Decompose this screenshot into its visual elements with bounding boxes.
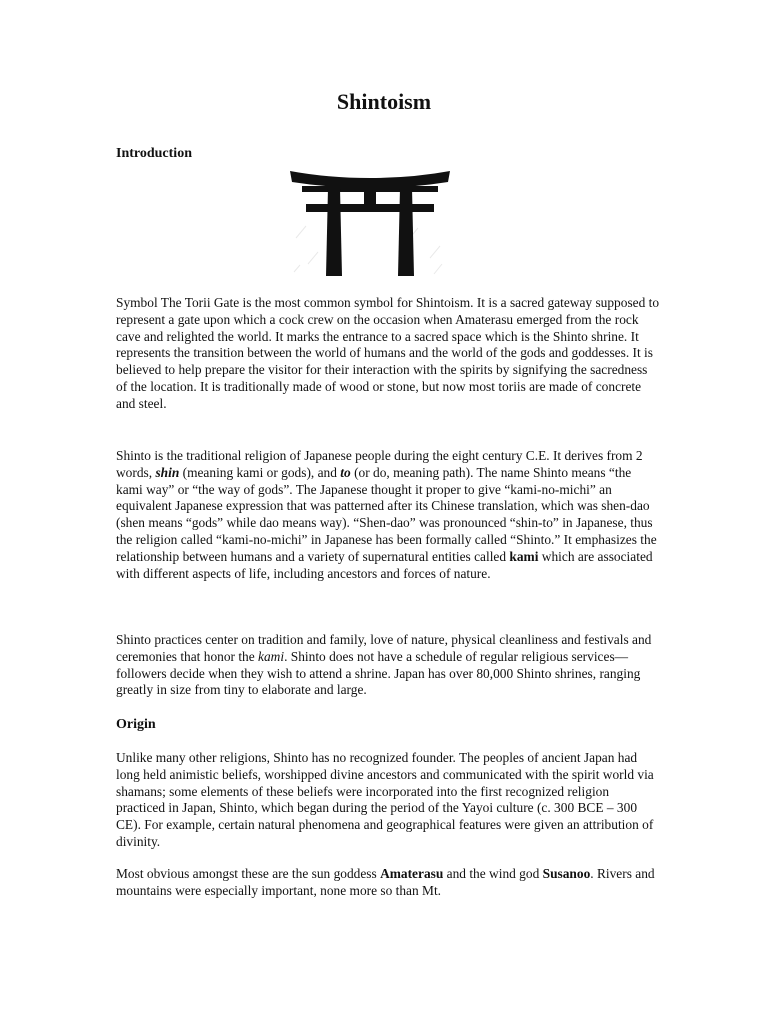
text-run: which are associated with different aspects of life, including ancestors and forces of nature.	[116, 548, 653, 581]
term-amaterasu: Amaterasu	[380, 866, 444, 881]
paragraph-origin	[116, 750, 661, 851]
text-run: Shinto practices center on tradition and family, love of nature, physical cleanliness and festivals and ceremonies that honor the	[116, 632, 652, 664]
text-run: (meaning kami or gods), and	[179, 464, 341, 480]
paragraph-text	[116, 866, 661, 900]
paragraph-shinto-definition	[116, 448, 661, 582]
term-kami-italic: kami	[258, 648, 285, 664]
paragraph-torii-symbol	[116, 295, 661, 413]
paragraph-deities	[116, 866, 661, 900]
term-kami: kami	[509, 548, 539, 564]
text-run: (or do, meaning path). The name Shinto means “the kami way” or “the way of gods”. The Japanese thought it proper to give “kami-no-michi” an equivalent Japanese expression that was patterned after its Chinese translation, which was shen-dao (shen means “gods” while dao means way). “Shen-dao” was pronounced “shin-to” in Japanese, thus the religion called “kami-no-michi” in Japanese has been formally called “Shinto.” It emphasizes the relationship between humans and a variety of supernatural entities called	[116, 464, 657, 564]
paragraph-text: Symbol The Torii Gate is the most common symbol for Shintoism. It is a sacred gateway supposed to represent a gate upon which a cock crew on the occasion when Amaterasu emerged from the rock cave and relighted the world. It marks the entrance to a sacred space which is the Shinto shrine. It represents the transition between the world of humans and the world of the gods and goddesses. It is believed to help prepare the visitor for their interaction with the spirits by signifying the sacredness of the location. It is traditionally made of wood or stone, but now most toriis are made of concrete and steel.	[116, 295, 660, 411]
paragraph-shinto-practices	[116, 632, 661, 699]
torii-gate-icon	[288, 168, 452, 276]
paragraph-text: Unlike many other religions, Shinto has no recognized founder. The peoples of ancient Japan had long held animistic beliefs, worshipped divine ancestors and communicated with the spirit world via shamans; some elements of these beliefs were incorporated into the first recognized religion practiced in Japan, Shinto, which began during the period of the Yayoi culture (c. 300 BCE – 300 CE). For example, certain natural phenomena and geographical features were given an attribution of divinity.	[116, 750, 654, 849]
text-run: . Shinto does not have a schedule of regular religious services—followers decide when they wish to attend a shrine. Japan has over 80,000 Shinto shrines, ranging greatly in size from tiny to elaborate and large.	[116, 648, 641, 698]
term-to: to	[340, 464, 351, 480]
text-run: Most obvious amongst these are the sun goddess	[116, 866, 381, 881]
heading-introduction: Introduction	[116, 146, 192, 161]
text-run: . Rivers and mountains were especially important, none more so than Mt.	[116, 866, 655, 898]
text-run: and the wind god	[443, 866, 543, 881]
text-run: Shinto is the traditional religion of Japanese people during the eight century C.E. It derives from 2 words,	[116, 448, 643, 480]
paragraph-text	[116, 448, 661, 582]
page-title: Shintoism	[336, 89, 432, 114]
term-susanoo: Susanoo	[542, 866, 591, 881]
paragraph-text	[116, 632, 661, 699]
term-shin: shin	[155, 464, 180, 480]
heading-origin: Origin	[116, 717, 156, 732]
